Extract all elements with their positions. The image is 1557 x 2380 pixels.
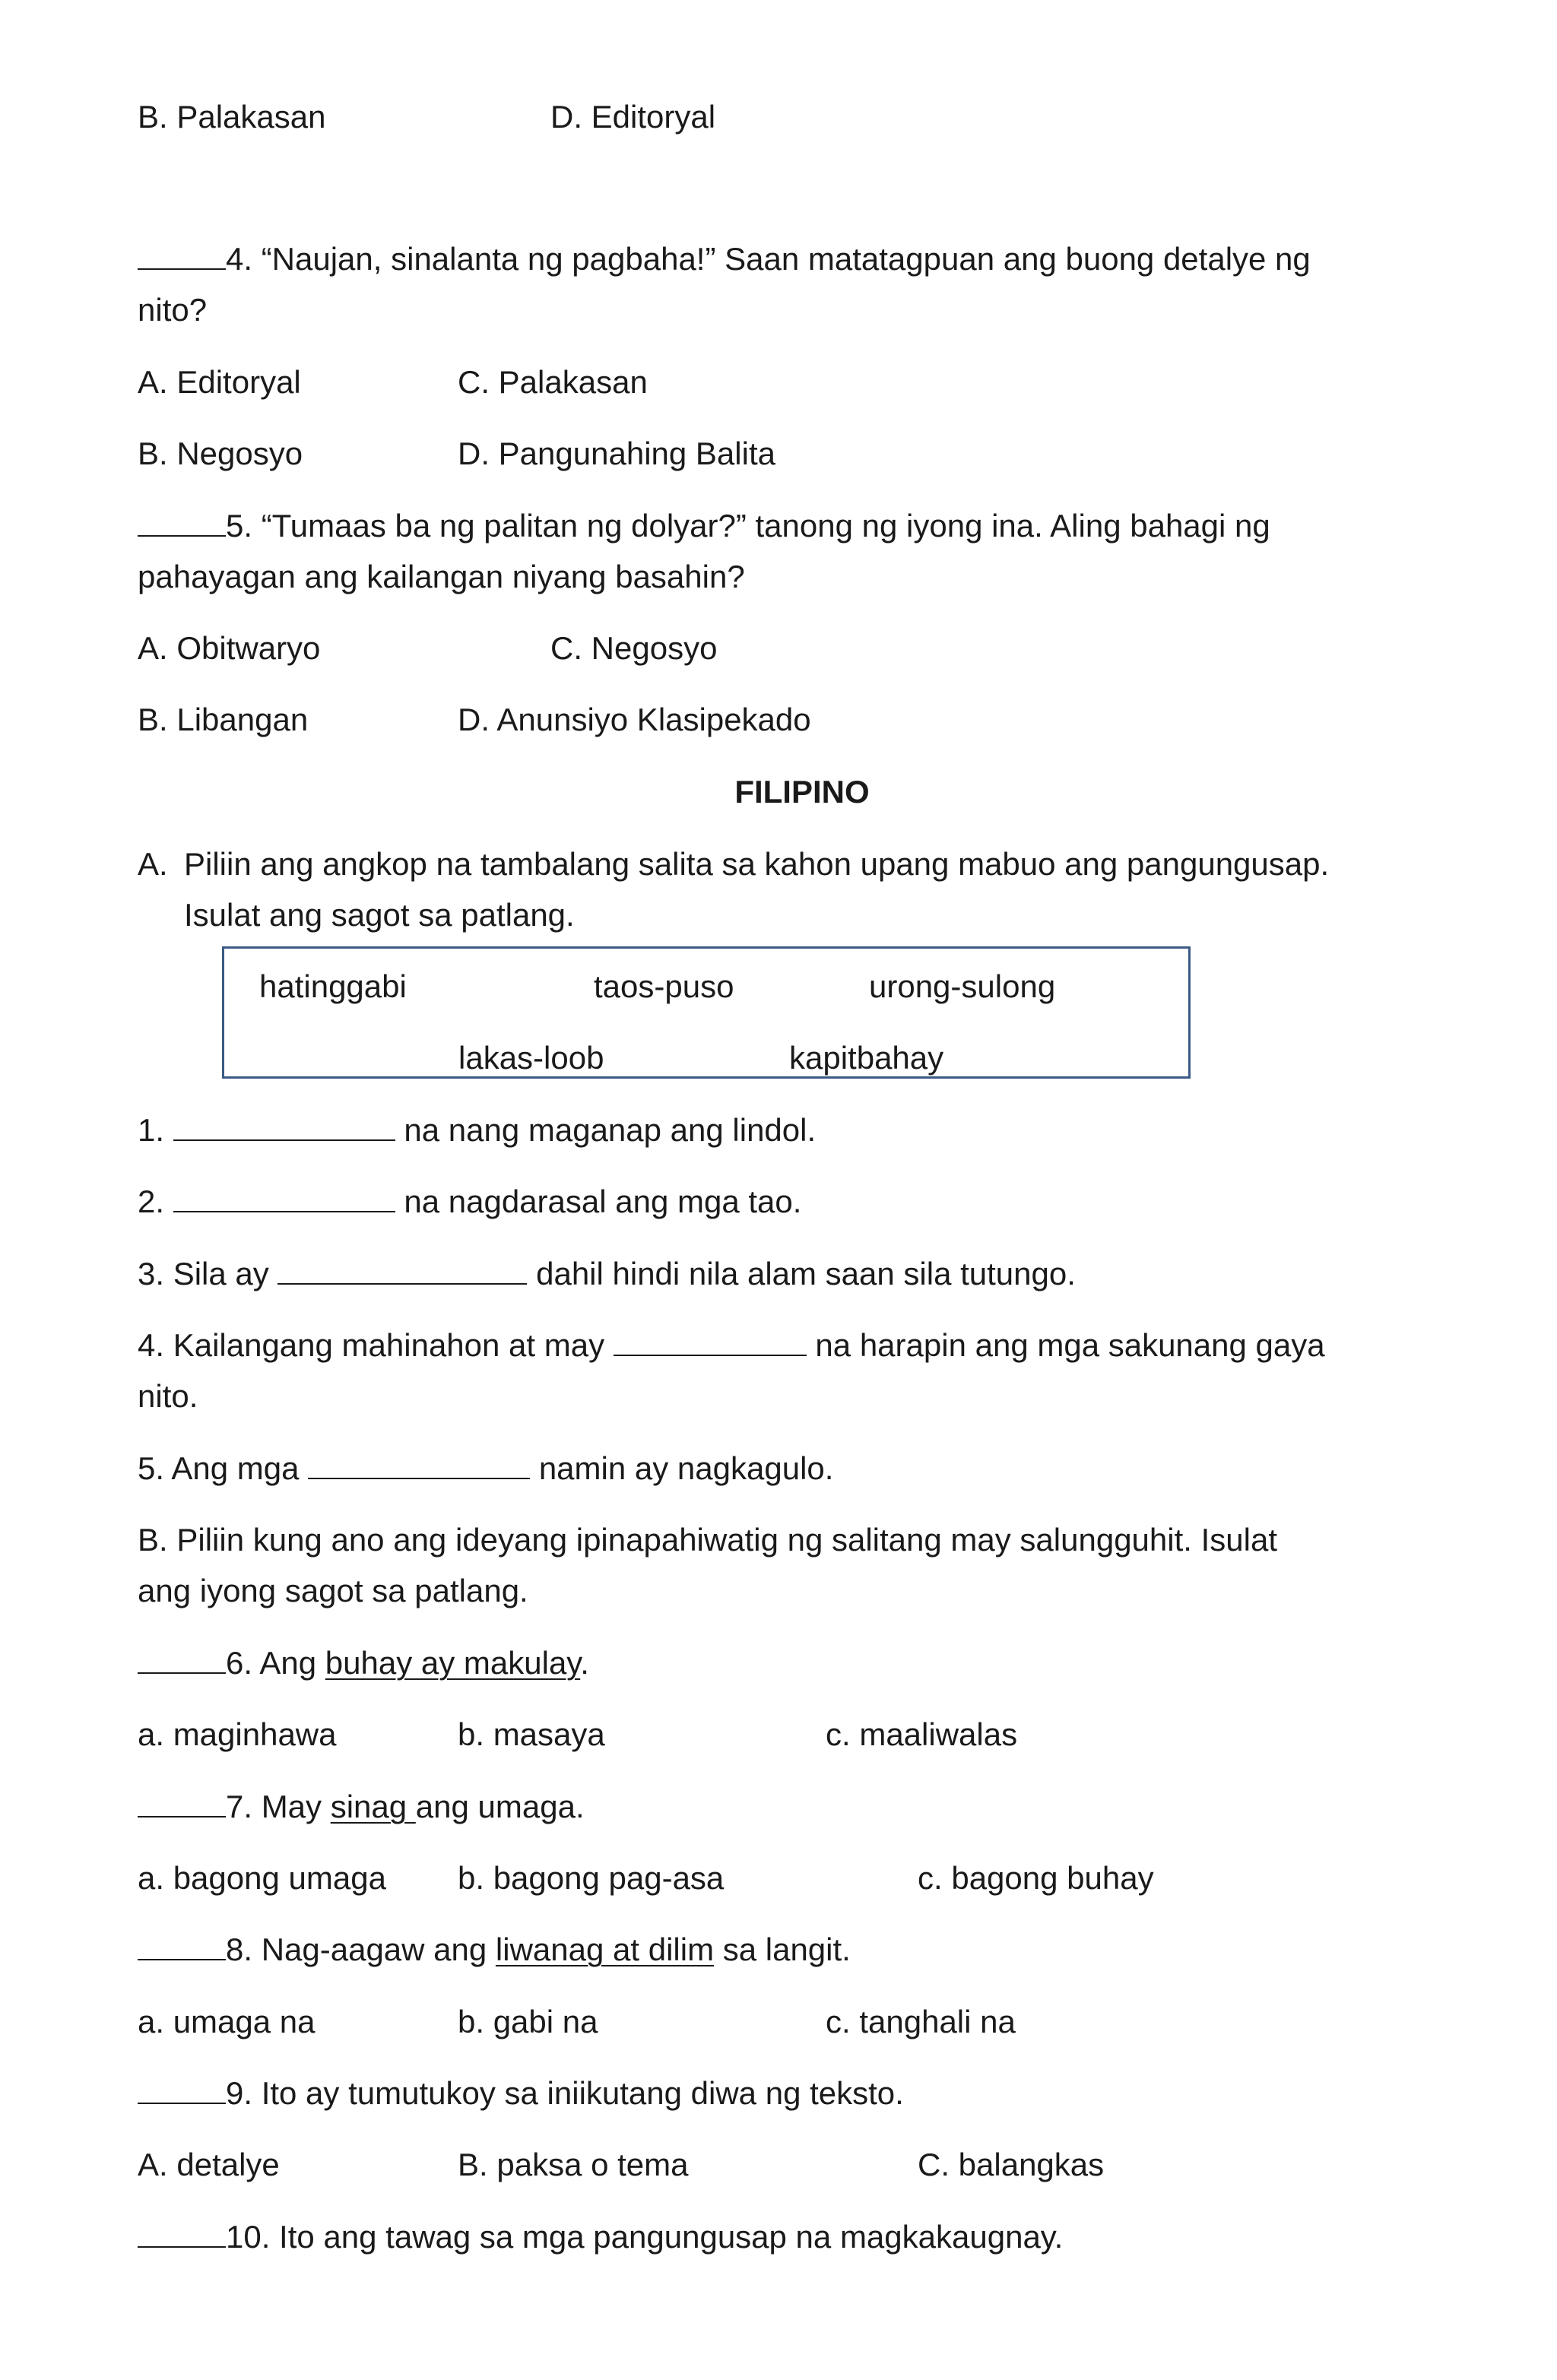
q4-option-c: C. Palakasan <box>458 364 648 400</box>
word-box-item: hatinggabi <box>259 968 407 1004</box>
q8-option-a: a. umaga na <box>138 2004 316 2039</box>
q7-prompt: 7. May sinag ang umaga. <box>138 1787 585 1827</box>
q5-option-b: B. Libangan <box>138 702 309 737</box>
word-box-item: urong-sulong <box>869 968 1056 1004</box>
q3-option-b: B. Palakasan <box>138 99 326 135</box>
part-b-instructions: B. Piliin kung ano ang ideyang ipinapahiwatig ng salitang may salungguhit. Isulat <box>138 1522 1277 1558</box>
list-item: 2. na nagdarasal ang mga tao. <box>138 1184 802 1219</box>
q6-option-c: c. maaliwalas <box>826 1716 1018 1752</box>
q9-option-b: B. paksa o tema <box>458 2147 689 2182</box>
answer-blank[interactable] <box>277 1256 527 1285</box>
answer-blank[interactable] <box>173 1184 395 1212</box>
answer-blank[interactable] <box>138 2219 226 2248</box>
answer-blank[interactable] <box>138 1932 226 1960</box>
q8-option-c: c. tanghali na <box>826 2004 1016 2039</box>
part-b-instructions-cont: ang iyong sagot sa patlang. <box>138 1573 528 1608</box>
q9-option-c: C. balangkas <box>918 2147 1105 2182</box>
q10-prompt: 10. Ito ang tawag sa mga pangungusap na magkakaugnay. <box>138 2217 1063 2257</box>
word-box-item: kapitbahay <box>789 1040 944 1076</box>
answer-blank[interactable] <box>138 1789 226 1817</box>
answer-blank[interactable] <box>138 1645 226 1674</box>
q5-option-a: A. Obitwaryo <box>138 630 321 666</box>
section-title: FILIPINO <box>734 774 870 810</box>
part-a-instructions: Piliin ang angkop na tambalang salita sa kahon upang mabuo ang pangungusap. <box>184 846 1330 882</box>
list-item: 5. Ang mga namin ay nagkagulo. <box>138 1450 834 1486</box>
answer-blank[interactable] <box>138 241 226 270</box>
q9-prompt: 9. Ito ay tumutukoy sa iniikutang diwa ng teksto. <box>138 2074 904 2113</box>
q4-prompt-cont: nito? <box>138 292 208 328</box>
q7-option-a: a. bagong umaga <box>138 1860 386 1896</box>
q4-option-b: B. Negosyo <box>138 436 303 471</box>
q4-option-d: D. Pangunahing Balita <box>458 436 775 471</box>
q6-prompt: 6. Ang buhay ay makulay. <box>138 1643 589 1683</box>
q5-prompt-cont: pahayagan ang kailangan niyang basahin? <box>138 559 745 594</box>
answer-blank[interactable] <box>173 1112 395 1141</box>
list-item: 4. Kailangang mahinahon at may na harapin ang mga sakunang gaya <box>138 1327 1325 1363</box>
list-item: 3. Sila ay dahil hindi nila alam saan sila tutungo. <box>138 1256 1076 1291</box>
q9-option-a: A. detalye <box>138 2147 280 2182</box>
q7-option-c: c. bagong buhay <box>918 1860 1154 1896</box>
q6-option-a: a. maginhawa <box>138 1716 337 1752</box>
answer-blank[interactable] <box>614 1327 807 1356</box>
part-a-marker: A. <box>138 846 168 882</box>
list-item: 1. na nang maganap ang lindol. <box>138 1112 817 1148</box>
q5-option-c: C. Negosyo <box>550 630 718 666</box>
q5-option-d: D. Anunsiyo Klasipekado <box>458 702 811 737</box>
answer-blank[interactable] <box>308 1450 530 1479</box>
answer-blank[interactable] <box>138 508 226 537</box>
q4-prompt: 4. “Naujan, sinalanta ng pagbaha!” Saan matatagpuan ang buong detalye ng <box>138 239 1311 279</box>
q7-option-b: b. bagong pag-asa <box>458 1860 725 1896</box>
answer-blank[interactable] <box>138 2075 226 2104</box>
q8-prompt: 8. Nag-aagaw ang liwanag at dilim sa langit. <box>138 1930 851 1970</box>
part-a-instructions-cont: Isulat ang sagot sa patlang. <box>184 897 575 933</box>
q3-option-d: D. Editoryal <box>550 99 716 135</box>
q6-option-b: b. masaya <box>458 1716 605 1752</box>
list-item-cont: nito. <box>138 1378 198 1414</box>
word-box-item: lakas-loob <box>458 1040 604 1076</box>
q4-option-a: A. Editoryal <box>138 364 301 400</box>
q8-option-b: b. gabi na <box>458 2004 598 2039</box>
q5-prompt: 5. “Tumaas ba ng palitan ng dolyar?” tanong ng iyong ina. Aling bahagi ng <box>138 506 1270 546</box>
word-box-item: taos-puso <box>594 968 734 1004</box>
